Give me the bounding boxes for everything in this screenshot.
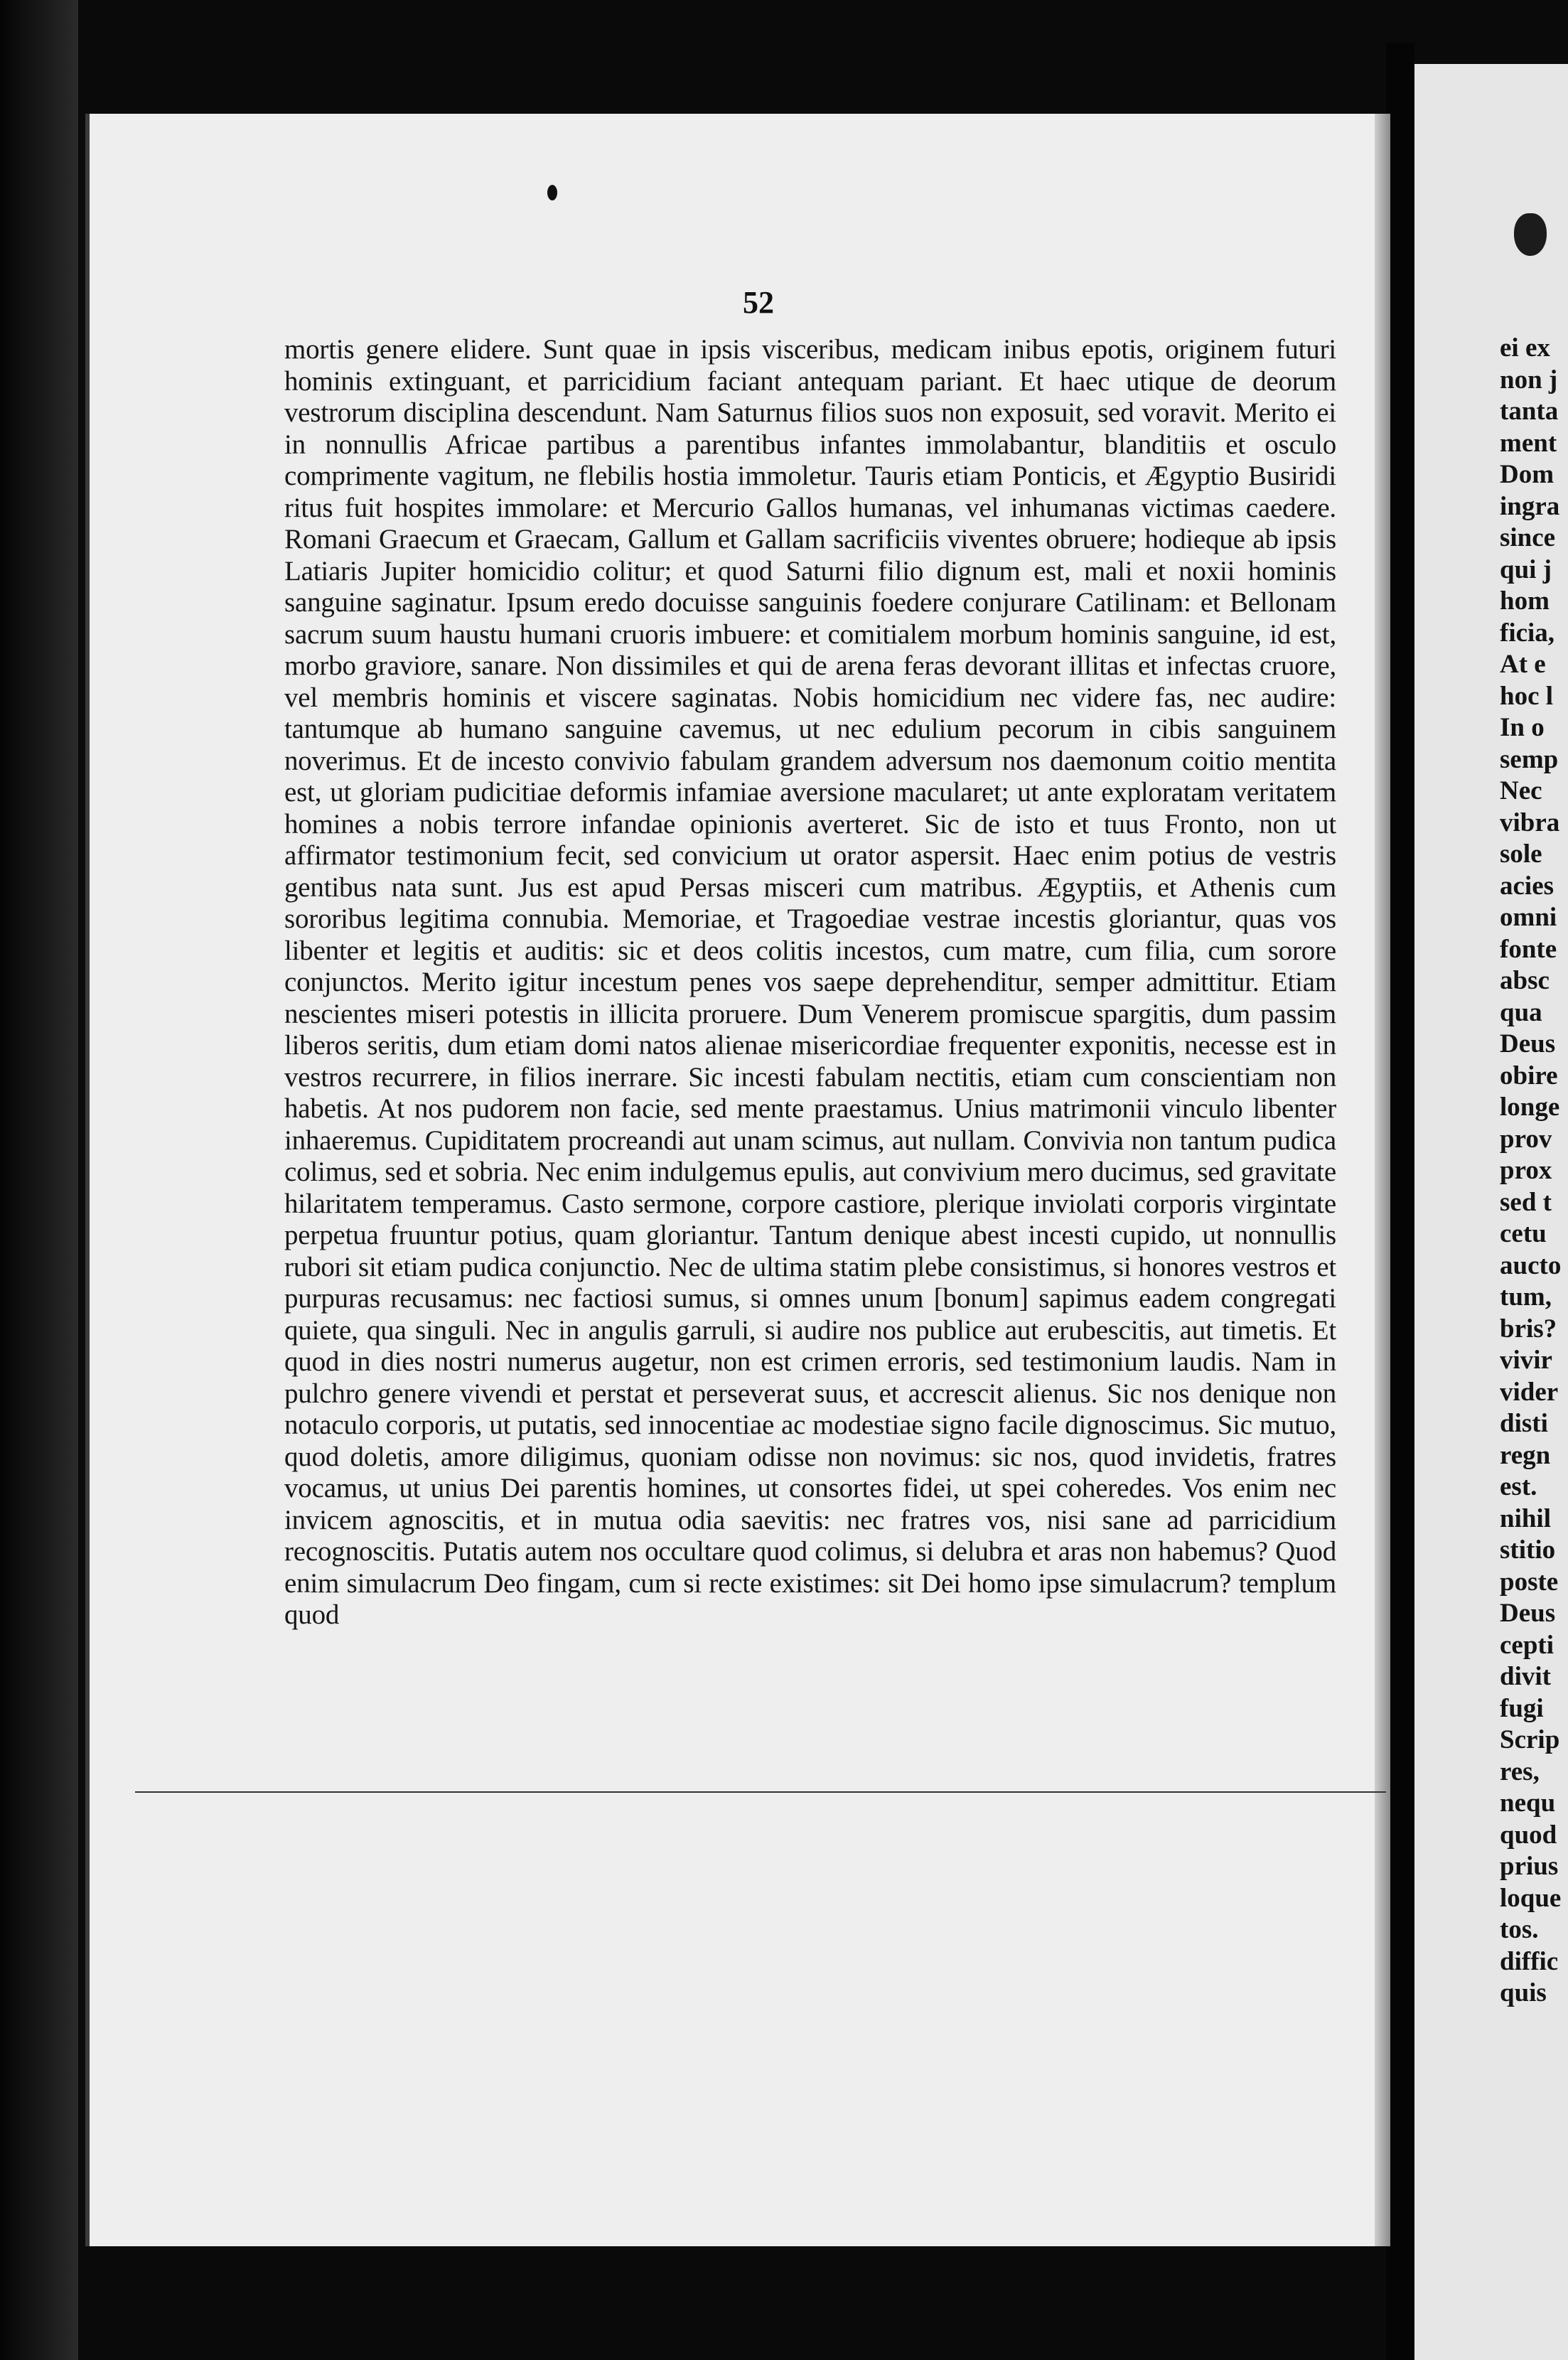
facing-page-line-start: prov: [1500, 1124, 1552, 1154]
page-number: 52: [743, 285, 774, 320]
facing-page-line-starts: [1500, 333, 1561, 2010]
facing-page-line-start: sed t: [1500, 1187, 1552, 1217]
facing-page-line-start: fugi: [1500, 1693, 1544, 1723]
facing-page-line-start: semp: [1500, 744, 1559, 774]
facing-page-line-start: qui j: [1500, 554, 1552, 584]
facing-page-line-start: prius: [1500, 1852, 1559, 1881]
facing-page-line-start: est.: [1500, 1472, 1537, 1501]
facing-page-line-start: hom: [1500, 586, 1550, 616]
ink-spot-icon: [547, 185, 557, 200]
facing-page-line-start: poste: [1500, 1567, 1559, 1597]
scan-border-left: [0, 0, 78, 2360]
facing-page-line-start: aucto: [1500, 1250, 1562, 1280]
facing-page-line-start: ingra: [1500, 491, 1560, 521]
facing-page-line-start: omni: [1500, 903, 1557, 932]
facing-page-line-start: non j: [1500, 365, 1558, 395]
facing-page-line-start: quod: [1500, 1820, 1557, 1850]
facing-page-line-start: nihil: [1500, 1503, 1551, 1533]
facing-page-line-start: In o: [1500, 713, 1545, 742]
facing-page-line-start: tanta: [1500, 397, 1559, 426]
facing-page-line-start: fonte: [1500, 934, 1557, 964]
facing-page-line-start: longe: [1500, 1093, 1560, 1122]
library-stamp-icon: [1514, 213, 1547, 256]
facing-page-line-start: tum,: [1500, 1282, 1552, 1312]
facing-page-line-start: res,: [1500, 1756, 1540, 1786]
facing-page-line-start: hoc l: [1500, 681, 1554, 711]
page-body-text: mortis genere elidere. Sunt quae in ipsis visceribus, medicam inibus epotis, originem futuri hominis extinguant, et parricidium faciant antequam pariant. Et haec utique de deorum vestrorum disciplina descendunt. Nam Saturnus filios suos non exposuit, sed voravit. Merito ei in nonnullis Africae partibus a parentibus infantes immolabantur, blanditiis et osculo comprimente vagitum, ne flebilis hostia immoletur. Tauris etiam Ponticis, et Ægyptio Busiridi ritus fuit hospites immolare: et Mercurio Gallos humanas, vel inhumanas victimas caedere. Romani Graecum et Graecam, Gallum et Gallam sacrificiis viventes obruere; hodieque ab ipsis Latiaris Jupiter homicidio colitur; et quod Saturni filio dignum est, mali et noxii hominis sanguine saginatur. Ipsum eredo docuisse sanguinis foedere conjurare Catilinam: et Bellonam sacrum suum haustu humani cruoris imbuere: et comitialem morbum hominis sanguine, id est, morbo graviore, sanare. Non dissimiles et qui de arena feras devorant illitas et infectas cruore, vel membris hominis et viscere saginatas. Nobis homicidium nec videre fas, nec audire: tantumque ab humano sanguine cavemus, ut nec edulium pecorum in cibis sanguinem noverimus. Et de incesto convivio fabulam grandem adversum nos daemonum coitio mentita est, ut gloriam pudicitiae deformis infamiae aversione macularet; ut ante exploratam veritatem homines a nobis terrore infandae opinionis averteret. Sic de isto et tuus Fronto, non ut affirmator testimonium fecit, sed convicium ut orator aspersit. Haec enim potius de vestris gentibus nata sunt. Jus est apud Persas misceri cum matribus. Ægyptiis, et Athenis cum sororibus legitima connubia. Memoriae, et Tragoediae vestrae incestis gloriantur, quas vos libenter et legitis et auditis: sic et deos colitis incestos, cum matre, cum filia, cum sorore conjunctos. Merito igitur incestum penes vos saepe deprehenditur, semper admittitur. Etiam nescientes miseri potestis in illicita proruere. Dum Venerem promiscue spargitis, dum passim liberos seritis, dum etiam domi natos alienae misericordiae frequenter exponitis, necesse est in vestros recurrere, in filios inerrare. Sic incesti fabulam nectitis, etiam cum conscientiam non habetis. At nos pudorem non facie, sed mente praestamus. Unius matrimonii vinculo libenter inhaeremus. Cupiditatem procreandi aut unam scimus, aut nullam. Convivia non tantum pudica colimus, sed et sobria. Nec enim indulgemus epulis, aut convivium mero ducimus, sed gravitate hilaritatem temperamus. Casto sermone, corpore castiore, plerique inviolati corporis virgintate perpetua fruuntur potius, quam gloriantur. Tantum denique abest incesti cupido, ut nonnullis rubori sit etiam pudica conjunctio. Nec de ultima statim plebe consistimus, si honores vestros et purpuras recusamus: nec factiosi sumus, si omnes unum [bonum] sapimus eadem congregati quiete, qua singuli. Nec in angulis garruli, si audire nos publice aut erubescitis, aut timetis. Et quod in dies nostri numerus augetur, non est crimen erroris, sed testimonium laudis. Nam in pulchro genere vivendi et perstat et perseverat suus, et accrescit alienus. Sic nos denique non notaculo corporis, ut putatis, sed innocentiae ac modestiae signo facile dignoscimus. Sic mutuo, quod doletis, amore diligimus, quoniam odisse non novimus: sic nos, quod invidetis, fratres vocamus, ut unius Dei parentis homines, ut consortes fidei, ut spei coheredes. Vos enim nec invicem agnoscitis, et in mutua odia saevitis: nec fratres vos, nisi sane ad parricidium recognoscitis. Putatis autem nos occultare quod colimus, si delubra et aras non habemus? Quod enim simulacrum Deo fingam, cum si recte existimes: sit Dei homo ipse simulacrum? templum quod: [284, 334, 1336, 1630]
facing-page-line-start: bris?: [1500, 1314, 1557, 1343]
facing-page-line-start: Deus: [1500, 1599, 1556, 1628]
facing-page-line-start: prox: [1500, 1156, 1552, 1185]
facing-page-line-start: Dom: [1500, 460, 1554, 489]
facing-page-line-start: absc: [1500, 966, 1550, 995]
facing-page-line-start: stitio: [1500, 1535, 1556, 1565]
facing-page-line-start: vider: [1500, 1377, 1559, 1407]
facing-page-line-start: tos.: [1500, 1915, 1539, 1944]
facing-page-line-start: vibra: [1500, 808, 1560, 837]
facing-page-line-start: nequ: [1500, 1788, 1556, 1818]
facing-page-line-start: Scrip: [1500, 1725, 1560, 1754]
facing-page-line-start: disti: [1500, 1409, 1548, 1438]
facing-page-line-start: At e: [1500, 650, 1546, 679]
facing-page-line-start: diffic: [1500, 1946, 1559, 1976]
facing-page-line-start: since: [1500, 523, 1556, 552]
facing-page-line-start: quis: [1500, 1978, 1547, 2007]
facing-page-line-start: loque: [1500, 1883, 1562, 1913]
facing-page-line-start: cepti: [1500, 1630, 1554, 1660]
facing-page-line-start: divit: [1500, 1662, 1551, 1691]
facing-page-line-start: ficia,: [1500, 618, 1555, 648]
facing-page-line-start: vivir: [1500, 1346, 1552, 1375]
facing-page-line-start: obire: [1500, 1061, 1558, 1090]
facing-page-line-start: sole: [1500, 840, 1542, 869]
facing-page-line-start: ei ex: [1500, 333, 1550, 363]
facing-page-line-start: ment: [1500, 428, 1557, 458]
facing-page-line-start: Deus: [1500, 1029, 1556, 1058]
facing-page-line-start: regn: [1500, 1440, 1551, 1470]
scan-rule-line: [135, 1791, 1386, 1793]
facing-page-line-start: cetu: [1500, 1219, 1547, 1248]
book-gutter: [1386, 43, 1414, 2360]
facing-page-line-start: Nec: [1500, 776, 1542, 805]
facing-page-line-start: acies: [1500, 871, 1554, 901]
facing-page-line-start: qua: [1500, 997, 1542, 1027]
